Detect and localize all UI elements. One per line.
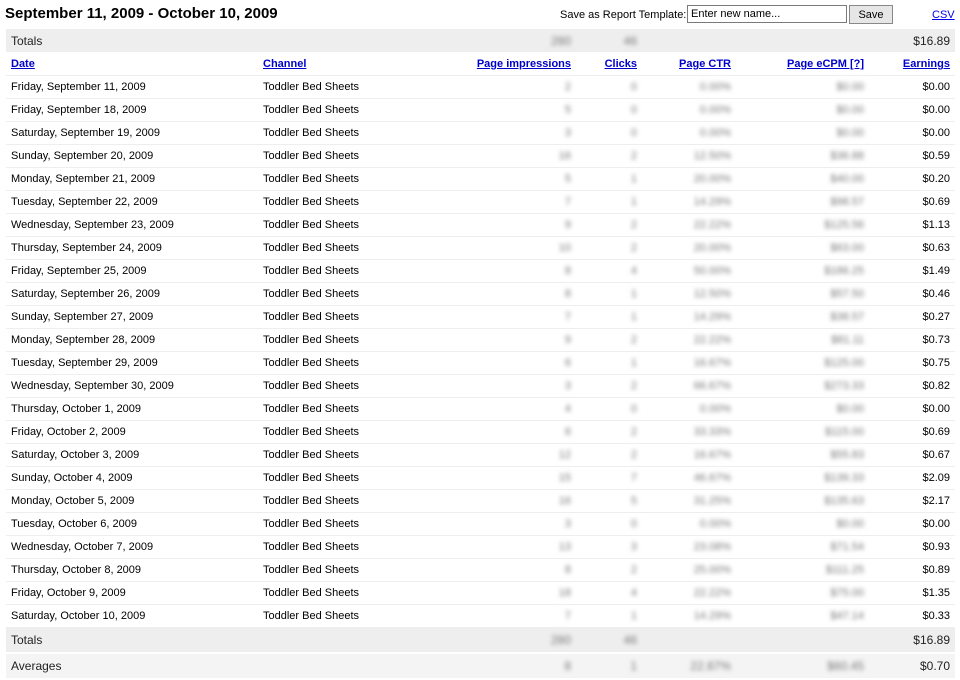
row-clicks: 2 xyxy=(630,150,637,162)
row-clicks: 7 xyxy=(630,472,637,484)
row-clicks: 3 xyxy=(630,541,637,553)
row-date: Thursday, September 24, 2009 xyxy=(6,237,258,260)
row-clicks: 0 xyxy=(630,127,637,139)
row-ecpm: $81.11 xyxy=(831,334,864,346)
table-row xyxy=(6,283,955,306)
row-ctr: 46.67% xyxy=(693,472,731,484)
row-date: Saturday, October 10, 2009 xyxy=(6,605,258,628)
row-ecpm: $0.00 xyxy=(836,518,864,530)
row-impressions: 6 xyxy=(564,426,571,438)
column-header-date[interactable]: Date xyxy=(11,58,35,70)
row-ctr: 23.08% xyxy=(693,541,731,553)
row-channel: Toddler Bed Sheets xyxy=(258,76,440,99)
row-ctr: 22.22% xyxy=(693,334,731,346)
row-channel: Toddler Bed Sheets xyxy=(258,145,440,168)
row-ecpm: $115.00 xyxy=(825,426,864,438)
row-impressions: 8 xyxy=(564,288,571,300)
row-channel: Toddler Bed Sheets xyxy=(258,214,440,237)
row-channel: Toddler Bed Sheets xyxy=(258,490,440,513)
row-impressions: 16 xyxy=(558,150,571,162)
table-row xyxy=(6,145,955,168)
row-earnings: $0.59 xyxy=(869,145,955,168)
row-ecpm: $0.00 xyxy=(836,104,864,116)
averages-ctr: 22.87% xyxy=(690,659,731,673)
row-date: Friday, September 11, 2009 xyxy=(6,76,258,99)
row-clicks: 2 xyxy=(630,380,637,392)
row-clicks: 4 xyxy=(630,265,637,277)
row-ctr: 0.00% xyxy=(699,127,731,139)
table-row xyxy=(6,605,955,628)
row-ctr: 14.29% xyxy=(693,196,731,208)
row-channel: Toddler Bed Sheets xyxy=(258,168,440,191)
row-impressions: 7 xyxy=(564,610,571,622)
row-clicks: 1 xyxy=(630,288,637,300)
row-ecpm: $111.25 xyxy=(825,564,864,576)
row-impressions: 9 xyxy=(564,334,571,346)
totals-clicks: 46 xyxy=(623,633,637,647)
row-clicks: 2 xyxy=(630,564,637,576)
row-ecpm: $0.00 xyxy=(836,81,864,93)
row-ecpm: $125.00 xyxy=(824,357,864,369)
row-earnings: $0.20 xyxy=(869,168,955,191)
totals-impressions: 280 xyxy=(550,33,571,48)
table-row xyxy=(6,559,955,582)
row-clicks: 1 xyxy=(630,173,637,185)
row-earnings: $0.82 xyxy=(869,375,955,398)
row-channel: Toddler Bed Sheets xyxy=(258,513,440,536)
row-earnings: $1.35 xyxy=(869,582,955,605)
row-earnings: $0.73 xyxy=(869,329,955,352)
row-earnings: $0.46 xyxy=(869,283,955,306)
totals-earnings: $16.89 xyxy=(869,628,955,654)
column-header-channel[interactable]: Channel xyxy=(263,58,307,70)
row-date: Friday, September 18, 2009 xyxy=(6,99,258,122)
row-date: Thursday, October 1, 2009 xyxy=(6,398,258,421)
totals-row-bottom xyxy=(6,628,955,654)
row-ecpm: $125.56 xyxy=(824,219,864,231)
row-channel: Toddler Bed Sheets xyxy=(258,467,440,490)
row-impressions: 15 xyxy=(558,472,571,484)
row-date: Sunday, September 20, 2009 xyxy=(6,145,258,168)
row-earnings: $0.00 xyxy=(869,122,955,145)
row-earnings: $0.75 xyxy=(869,352,955,375)
row-impressions: 18 xyxy=(558,587,571,599)
row-impressions: 12 xyxy=(558,449,571,461)
row-ecpm: $75.00 xyxy=(830,587,864,599)
row-clicks: 0 xyxy=(630,81,637,93)
table-row xyxy=(6,214,955,237)
row-ecpm: $63.00 xyxy=(830,242,864,254)
row-date: Tuesday, September 29, 2009 xyxy=(6,352,258,375)
totals-earnings: $16.89 xyxy=(869,29,955,53)
row-earnings: $0.33 xyxy=(869,605,955,628)
table-row xyxy=(6,306,955,329)
row-ctr: 20.00% xyxy=(693,173,731,185)
report-template-label: Save as Report Template: xyxy=(560,9,687,21)
row-clicks: 2 xyxy=(630,219,637,231)
averages-ecpm: $60.45 xyxy=(827,659,864,673)
row-ctr: 20.00% xyxy=(693,242,731,254)
row-channel: Toddler Bed Sheets xyxy=(258,398,440,421)
row-impressions: 4 xyxy=(564,403,571,415)
csv-export-link[interactable]: CSV xyxy=(932,9,955,21)
row-date: Friday, October 9, 2009 xyxy=(6,582,258,605)
row-ctr: 22.22% xyxy=(693,219,731,231)
row-ctr: 14.29% xyxy=(693,610,731,622)
row-date: Friday, September 25, 2009 xyxy=(6,260,258,283)
row-ctr: 0.00% xyxy=(699,403,731,415)
row-ctr: 12.50% xyxy=(693,150,731,162)
table-row xyxy=(6,375,955,398)
report-header xyxy=(0,0,960,28)
row-clicks: 2 xyxy=(630,426,637,438)
row-earnings: $0.69 xyxy=(869,421,955,444)
table-row xyxy=(6,513,955,536)
column-header-row xyxy=(6,53,955,76)
row-ctr: 50.00% xyxy=(693,265,731,277)
row-impressions: 9 xyxy=(564,219,571,231)
row-ecpm: $71.54 xyxy=(830,541,864,553)
row-date: Sunday, October 4, 2009 xyxy=(6,467,258,490)
row-ctr: 66.67% xyxy=(693,380,731,392)
averages-impressions: 8 xyxy=(564,659,571,673)
row-ctr: 31.25% xyxy=(693,495,731,507)
row-earnings: $0.67 xyxy=(869,444,955,467)
row-earnings: $0.00 xyxy=(869,398,955,421)
row-impressions: 5 xyxy=(564,173,571,185)
table-row xyxy=(6,122,955,145)
totals-label: Totals xyxy=(6,29,258,53)
row-channel: Toddler Bed Sheets xyxy=(258,122,440,145)
table-row xyxy=(6,168,955,191)
row-date: Saturday, September 19, 2009 xyxy=(6,122,258,145)
row-earnings: $0.89 xyxy=(869,559,955,582)
row-clicks: 2 xyxy=(630,334,637,346)
row-impressions: 16 xyxy=(558,495,571,507)
row-ecpm: $57.50 xyxy=(830,288,864,300)
row-channel: Toddler Bed Sheets xyxy=(258,536,440,559)
row-earnings: $2.17 xyxy=(869,490,955,513)
row-clicks: 2 xyxy=(630,449,637,461)
table-row xyxy=(6,467,955,490)
row-earnings: $0.00 xyxy=(869,99,955,122)
row-ctr: 12.50% xyxy=(693,288,731,300)
row-ctr: 22.22% xyxy=(693,587,731,599)
row-date: Monday, September 28, 2009 xyxy=(6,329,258,352)
row-earnings: $1.13 xyxy=(869,214,955,237)
row-date: Wednesday, October 7, 2009 xyxy=(6,536,258,559)
row-date: Monday, October 5, 2009 xyxy=(6,490,258,513)
row-channel: Toddler Bed Sheets xyxy=(258,444,440,467)
row-ecpm: $38.57 xyxy=(830,311,864,323)
row-ecpm: $0.00 xyxy=(836,127,864,139)
row-earnings: $0.00 xyxy=(869,513,955,536)
row-clicks: 0 xyxy=(630,403,637,415)
row-impressions: 10 xyxy=(558,242,571,254)
row-ctr: 16.67% xyxy=(693,357,731,369)
row-ecpm: $36.88 xyxy=(830,150,864,162)
row-ecpm: $186.25 xyxy=(824,265,864,277)
row-clicks: 1 xyxy=(630,196,637,208)
row-channel: Toddler Bed Sheets xyxy=(258,559,440,582)
date-range-title: September 11, 2009 - October 10, 2009 xyxy=(5,5,278,22)
row-ecpm: $47.14 xyxy=(830,610,864,622)
row-ctr: 0.00% xyxy=(699,518,731,530)
row-impressions: 7 xyxy=(564,196,571,208)
row-ctr: 0.00% xyxy=(699,81,731,93)
row-impressions: 7 xyxy=(564,311,571,323)
table-row xyxy=(6,536,955,559)
row-channel: Toddler Bed Sheets xyxy=(258,260,440,283)
row-earnings: $0.69 xyxy=(869,191,955,214)
row-channel: Toddler Bed Sheets xyxy=(258,237,440,260)
row-impressions: 3 xyxy=(564,127,571,139)
averages-earnings: $0.70 xyxy=(869,653,955,679)
row-ctr: 33.33% xyxy=(693,426,731,438)
row-clicks: 5 xyxy=(630,495,637,507)
row-ecpm: $98.57 xyxy=(830,196,864,208)
row-earnings: $0.63 xyxy=(869,237,955,260)
row-date: Saturday, October 3, 2009 xyxy=(6,444,258,467)
row-channel: Toddler Bed Sheets xyxy=(258,582,440,605)
table-row xyxy=(6,99,955,122)
template-name-input[interactable] xyxy=(687,5,847,23)
row-ctr: 0.00% xyxy=(699,104,731,116)
row-impressions: 13 xyxy=(558,541,571,553)
row-channel: Toddler Bed Sheets xyxy=(258,421,440,444)
table-row xyxy=(6,490,955,513)
row-impressions: 8 xyxy=(564,564,571,576)
table-row xyxy=(6,398,955,421)
table-row xyxy=(6,191,955,214)
row-impressions: 6 xyxy=(564,357,571,369)
row-earnings: $1.49 xyxy=(869,260,955,283)
column-header-page-ecpm[interactable]: Page eCPM [?] xyxy=(786,58,864,70)
table-row xyxy=(6,76,955,99)
table-row xyxy=(6,444,955,467)
averages-row xyxy=(6,653,955,679)
row-clicks: 2 xyxy=(630,242,637,254)
row-clicks: 1 xyxy=(630,311,637,323)
row-earnings: $0.93 xyxy=(869,536,955,559)
row-clicks: 4 xyxy=(630,587,637,599)
totals-clicks: 46 xyxy=(623,33,637,48)
row-channel: Toddler Bed Sheets xyxy=(258,352,440,375)
row-channel: Toddler Bed Sheets xyxy=(258,191,440,214)
row-date: Thursday, October 8, 2009 xyxy=(6,559,258,582)
row-channel: Toddler Bed Sheets xyxy=(258,283,440,306)
row-earnings: $2.09 xyxy=(869,467,955,490)
row-ctr: 25.00% xyxy=(693,564,731,576)
row-impressions: 5 xyxy=(564,104,571,116)
row-date: Friday, October 2, 2009 xyxy=(6,421,258,444)
row-ecpm: $135.63 xyxy=(824,495,864,507)
row-ctr: 16.67% xyxy=(693,449,731,461)
table-row xyxy=(6,582,955,605)
row-ecpm: $55.83 xyxy=(830,449,864,461)
column-header-earnings[interactable]: Earnings xyxy=(902,58,950,70)
table-row xyxy=(6,329,955,352)
averages-label: Averages xyxy=(6,653,258,679)
row-ecpm: $139.33 xyxy=(824,472,864,484)
row-impressions: 8 xyxy=(564,265,571,277)
row-date: Saturday, September 26, 2009 xyxy=(6,283,258,306)
column-header-page-impressions[interactable]: Page impressions xyxy=(476,58,571,70)
row-earnings: $0.27 xyxy=(869,306,955,329)
column-header-clicks[interactable]: Clicks xyxy=(604,58,637,70)
row-impressions: 3 xyxy=(564,518,571,530)
table-row xyxy=(6,237,955,260)
column-header-page-ctr[interactable]: Page CTR xyxy=(679,58,731,70)
row-clicks: 1 xyxy=(630,610,637,622)
row-date: Tuesday, October 6, 2009 xyxy=(6,513,258,536)
report-table xyxy=(6,29,955,680)
totals-impressions: 280 xyxy=(550,633,571,647)
row-channel: Toddler Bed Sheets xyxy=(258,306,440,329)
row-ecpm: $273.33 xyxy=(824,380,864,392)
table-row xyxy=(6,352,955,375)
row-channel: Toddler Bed Sheets xyxy=(258,605,440,628)
row-ecpm: $0.00 xyxy=(836,403,864,415)
table-row xyxy=(6,421,955,444)
totals-label: Totals xyxy=(6,628,258,654)
table-row xyxy=(6,260,955,283)
row-date: Wednesday, September 23, 2009 xyxy=(6,214,258,237)
row-channel: Toddler Bed Sheets xyxy=(258,375,440,398)
row-impressions: 3 xyxy=(564,380,571,392)
totals-row-top xyxy=(6,29,955,53)
row-date: Wednesday, September 30, 2009 xyxy=(6,375,258,398)
row-ecpm: $40.00 xyxy=(830,173,864,185)
save-template-button[interactable]: Save xyxy=(849,5,893,24)
row-date: Sunday, September 27, 2009 xyxy=(6,306,258,329)
row-date: Monday, September 21, 2009 xyxy=(6,168,258,191)
row-ctr: 14.29% xyxy=(693,311,731,323)
row-channel: Toddler Bed Sheets xyxy=(258,329,440,352)
row-impressions: 2 xyxy=(564,81,571,93)
row-date: Tuesday, September 22, 2009 xyxy=(6,191,258,214)
row-clicks: 1 xyxy=(630,357,637,369)
averages-clicks: 1 xyxy=(630,659,637,673)
row-clicks: 0 xyxy=(630,104,637,116)
row-earnings: $0.00 xyxy=(869,76,955,99)
row-channel: Toddler Bed Sheets xyxy=(258,99,440,122)
row-clicks: 0 xyxy=(630,518,637,530)
